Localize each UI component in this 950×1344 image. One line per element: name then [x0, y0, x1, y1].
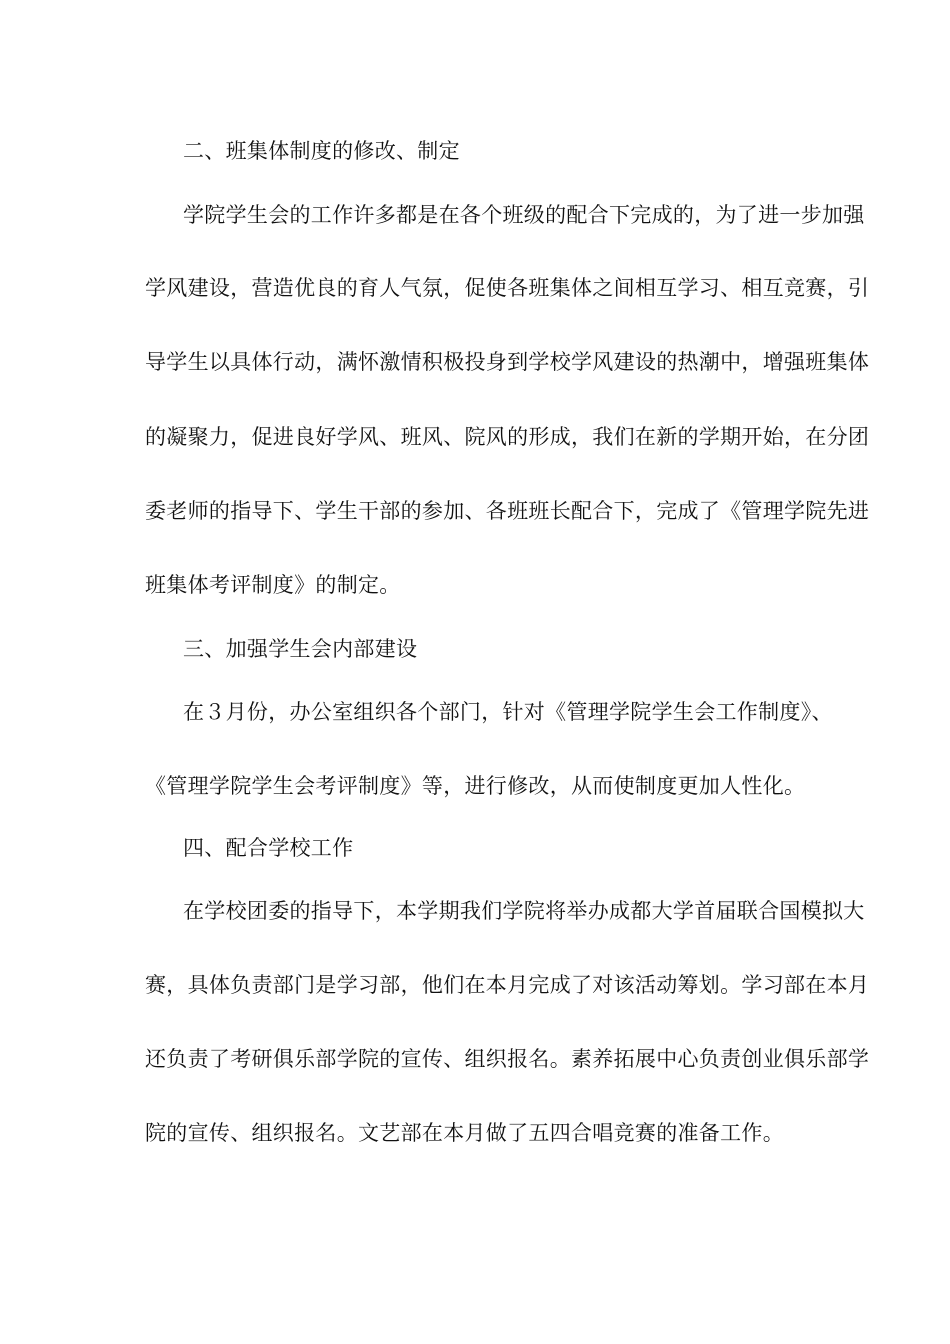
paragraph-line: 班集体考评制度》的制定。 [145, 573, 401, 597]
paragraph-line: 导学生以具体行动，满怀激情积极投身到学校学风建设的热潮中，增强班集体 [145, 350, 870, 374]
paragraph-line: 的凝聚力，促进良好学风、班风、院风的形成，我们在新的学期开始，在分团 [145, 425, 870, 449]
section-3-heading: 三、加强学生会内部建设 [183, 637, 418, 661]
paragraph-line: 在学校团委的指导下，本学期我们学院将举办成都大学首届联合国模拟大 [183, 899, 865, 923]
section-4-heading: 四、配合学校工作 [183, 836, 354, 860]
paragraph-line: 学风建设，营造优良的育人气氛，促使各班集体之间相互学习、相互竞赛，引 [145, 276, 870, 300]
paragraph-line: 在３月份，办公室组织各个部门，针对《管理学院学生会工作制度》、 [183, 700, 833, 724]
paragraph-line: 还负责了考研俱乐部学院的宣传、组织报名。素养拓展中心负责创业俱乐部学 [145, 1047, 870, 1071]
paragraph-line: 《管理学院学生会考评制度》等，进行修改，从而使制度更加人性化。 [145, 774, 806, 798]
paragraph-line: 院的宣传、组织报名。文艺部在本月做了五四合唱竞赛的准备工作。 [145, 1121, 784, 1145]
section-2-heading: 二、班集体制度的修改、制定 [183, 139, 460, 163]
paragraph-line: 学院学生会的工作许多都是在各个班级的配合下完成的，为了进一步加强 [183, 203, 865, 227]
paragraph-line: 赛，具体负责部门是学习部，他们在本月完成了对该活动筹划。学习部在本月 [145, 973, 870, 997]
paragraph-line: 委老师的指导下、学生干部的参加、各班班长配合下，完成了《管理学院先进 [145, 499, 870, 523]
